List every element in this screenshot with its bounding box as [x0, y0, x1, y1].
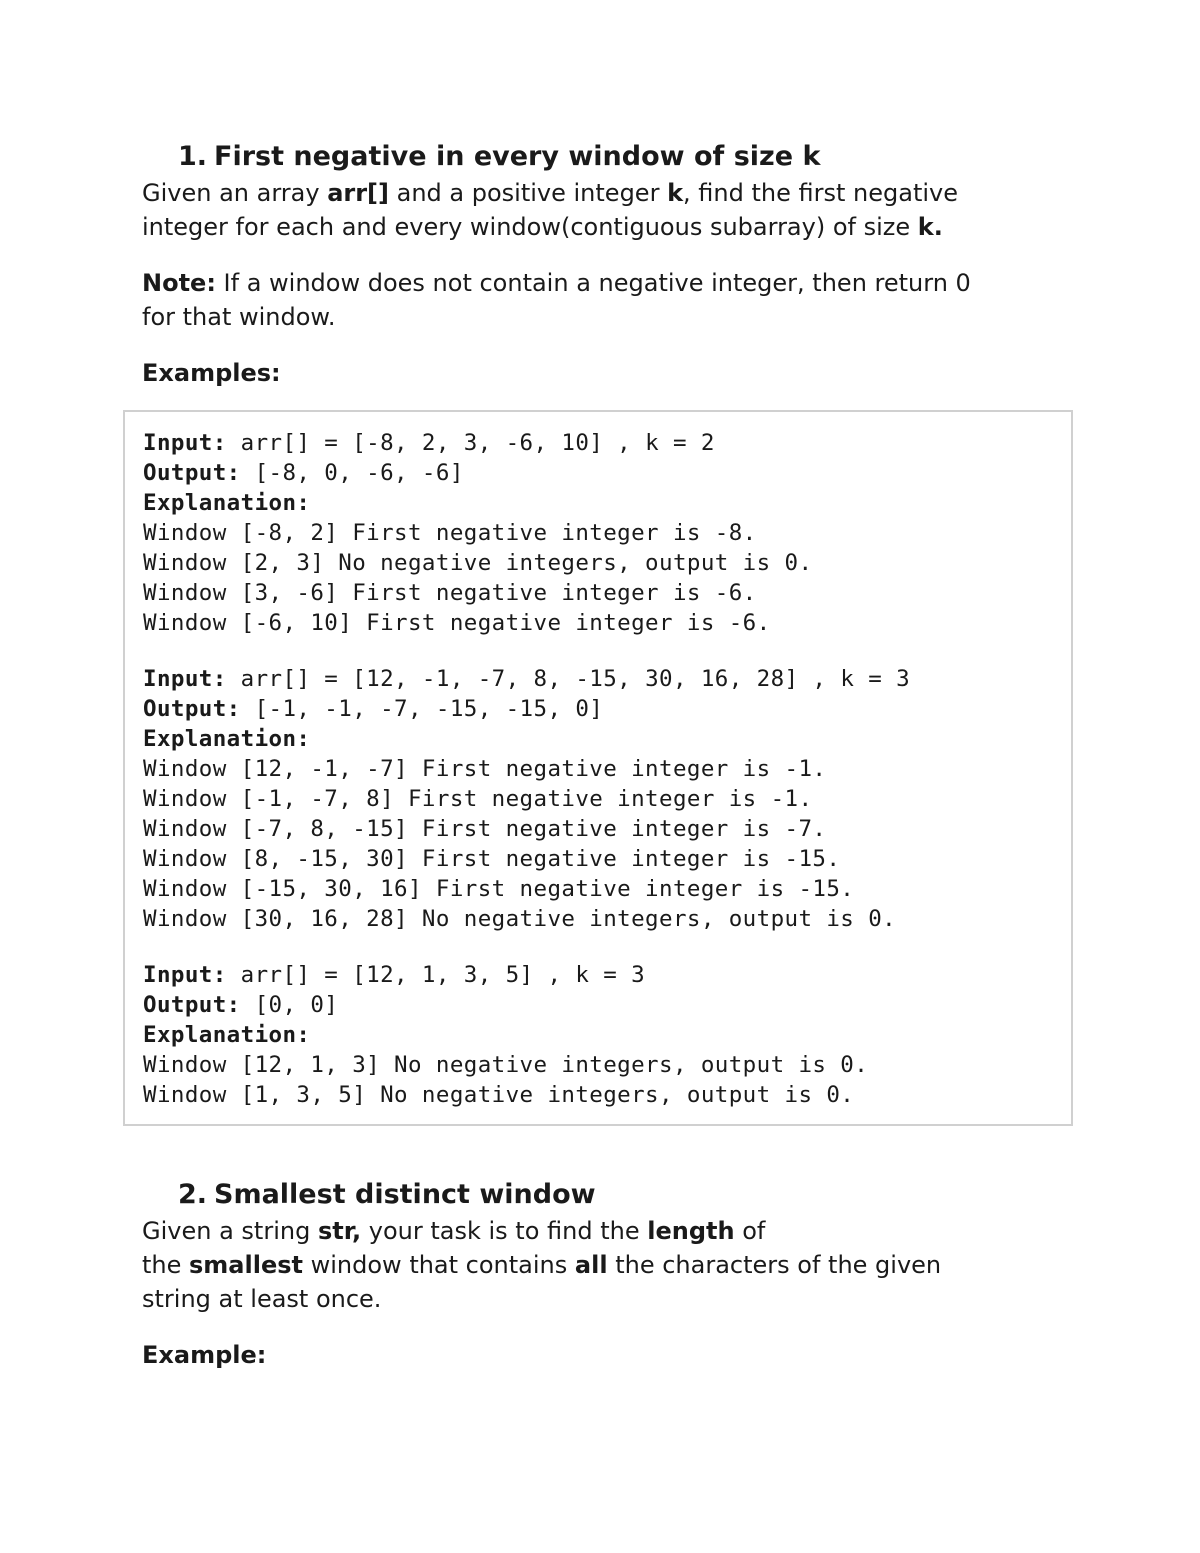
example2-line: Window [-1, -7, 8] First negative integer is -1. [143, 786, 813, 812]
document-page [142, 138, 1077, 1372]
section1-description-line2 [142, 210, 1077, 244]
section2-number: 2. [178, 1179, 208, 1210]
desc-text: , find the first negative [683, 179, 958, 207]
example2-input [143, 664, 1071, 694]
input-value: arr[] = [12, 1, 3, 5] , k = 3 [226, 962, 646, 988]
section1-title: First negative in every window of size k [214, 141, 821, 172]
example3-input [143, 960, 1071, 990]
input-value: arr[] = [-8, 2, 3, -6, 10] , k = 2 [226, 430, 715, 456]
explanation-label: Explanation: [143, 726, 311, 752]
desc-text: integer for each and every window(contiguous subarray) of size [142, 213, 918, 241]
desc-text: Given an array [142, 179, 328, 207]
example1-line: Window [-6, 10] First negative integer is -6. [143, 610, 771, 636]
input-label: Input: [143, 430, 227, 456]
output-value: [-8, 0, -6, -6] [240, 460, 464, 486]
example3-line: Window [12, 1, 3] No negative integers, output is 0. [143, 1052, 869, 1078]
examples-label-text: Examples: [142, 359, 281, 387]
example3-explanation-label [143, 1020, 1071, 1050]
example3-line: Window [1, 3, 5] No negative integers, output is 0. [143, 1082, 855, 1108]
example1-line: Window [2, 3] No negative integers, output is 0. [143, 550, 813, 576]
explanation-label: Explanation: [143, 1022, 311, 1048]
example2-line: Window [8, -15, 30] First negative integer is -15. [143, 846, 841, 872]
output-value: [-1, -1, -7, -15, -15, 0] [240, 696, 604, 722]
desc-text: Given a string [142, 1217, 318, 1245]
example1-line: Window [3, -6] First negative integer is -6. [143, 580, 757, 606]
section2-heading [142, 1176, 1077, 1214]
desc-text: window that contains [303, 1251, 575, 1279]
example2-explanation-label [143, 724, 1071, 754]
example-label-text: Example: [142, 1341, 267, 1369]
section1-heading [142, 138, 1077, 176]
section1-note-line1 [142, 266, 1077, 300]
section1-note-line2: for that window. [142, 303, 336, 331]
section2-description-line2 [142, 1248, 1077, 1282]
example2-line: Window [-7, 8, -15] First negative integer is -7. [143, 816, 827, 842]
desc-bold-str: str, [317, 1217, 362, 1245]
input-label: Input: [143, 666, 227, 692]
desc-bold-arr: arr[] [327, 179, 389, 207]
desc-text: of [734, 1217, 766, 1245]
desc-bold-all: all [574, 1251, 608, 1279]
examples-label [142, 356, 1077, 390]
example1-explanation-label [143, 488, 1071, 518]
example1-input [143, 428, 1071, 458]
section2-title: Smallest distinct window [214, 1179, 596, 1210]
example2-line: Window [12, -1, -7] First negative integer is -1. [143, 756, 827, 782]
output-value: [0, 0] [240, 992, 339, 1018]
desc-text: the [142, 1251, 190, 1279]
desc-text: the characters of the given [607, 1251, 942, 1279]
example2-line: Window [-15, 30, 16] First negative integer is -15. [143, 876, 855, 902]
note-text: If a window does not contain a negative integer, then return 0 [215, 269, 971, 297]
output-label: Output: [143, 460, 241, 486]
section1-number: 1. [178, 141, 208, 172]
example1-output [143, 458, 1071, 488]
examples-code-block [123, 410, 1073, 1126]
section2-description-line3: string at least once. [142, 1285, 382, 1313]
output-label: Output: [143, 992, 241, 1018]
note-label: Note: [142, 269, 216, 297]
section1-description-line1 [142, 176, 1077, 210]
desc-bold-k: k. [917, 213, 943, 241]
example-label [142, 1338, 1077, 1372]
desc-bold-smallest: smallest [189, 1251, 303, 1279]
desc-bold-k: k [667, 179, 684, 207]
input-label: Input: [143, 962, 227, 988]
desc-bold-length: length [647, 1217, 735, 1245]
output-label: Output: [143, 696, 241, 722]
example2-output [143, 694, 1071, 724]
example3-output [143, 990, 1071, 1020]
desc-text: and a positive integer [389, 179, 668, 207]
section2-description-line1 [142, 1214, 1077, 1248]
example2-line: Window [30, 16, 28] No negative integers, output is 0. [143, 906, 897, 932]
desc-text: your task is to find the [361, 1217, 648, 1245]
explanation-label: Explanation: [143, 490, 311, 516]
example1-line: Window [-8, 2] First negative integer is -8. [143, 520, 757, 546]
input-value: arr[] = [12, -1, -7, 8, -15, 30, 16, 28] , k = 3 [226, 666, 911, 692]
